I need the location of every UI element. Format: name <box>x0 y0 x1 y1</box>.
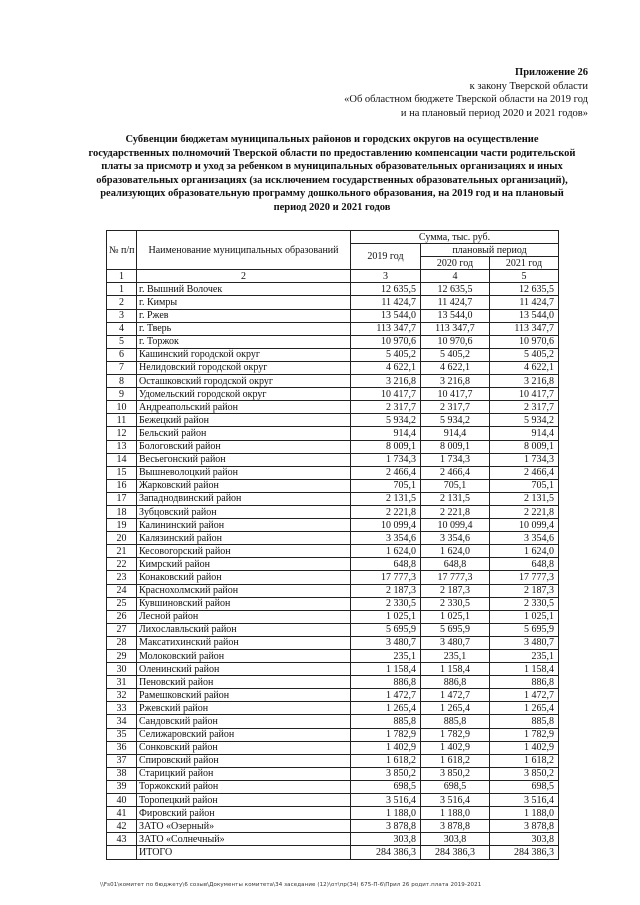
total-row <box>107 846 559 859</box>
value-2020: 914,4 <box>421 427 490 440</box>
municipality-name: Ржевский район <box>137 702 351 715</box>
value-2020: 2 317,7 <box>421 401 490 414</box>
row-number: 23 <box>107 571 137 584</box>
table-row <box>107 361 559 374</box>
municipality-name: Краснохолмский район <box>137 584 351 597</box>
value-2020: 10 970,6 <box>421 335 490 348</box>
value-2021: 10 417,7 <box>490 388 559 401</box>
value-2019: 10 099,4 <box>351 519 421 532</box>
municipality-name: Осташковский городской округ <box>137 375 351 388</box>
value-2021: 1 782,9 <box>490 728 559 741</box>
value-2019: 3 516,4 <box>351 794 421 807</box>
row-number: 32 <box>107 689 137 702</box>
value-2021: 3 878,8 <box>490 820 559 833</box>
table-row <box>107 466 559 479</box>
value-2019: 698,5 <box>351 780 421 793</box>
row-number: 34 <box>107 715 137 728</box>
value-2020: 1 624,0 <box>421 545 490 558</box>
value-2021: 705,1 <box>490 479 559 492</box>
value-2020: 12 635,5 <box>421 283 490 296</box>
value-2021: 1 472,7 <box>490 689 559 702</box>
row-number: 24 <box>107 584 137 597</box>
value-2020: 3 878,8 <box>421 820 490 833</box>
table-row <box>107 767 559 780</box>
value-2021: 698,5 <box>490 780 559 793</box>
table-row <box>107 820 559 833</box>
value-2019: 11 424,7 <box>351 296 421 309</box>
table-row <box>107 283 559 296</box>
value-2019: 1 782,9 <box>351 728 421 741</box>
table-row <box>107 623 559 636</box>
table-row <box>107 440 559 453</box>
row-number: 40 <box>107 794 137 807</box>
row-number: 5 <box>107 335 137 348</box>
header-num: № п/п <box>107 231 137 270</box>
value-2020: 2 187,3 <box>421 584 490 597</box>
row-number: 20 <box>107 532 137 545</box>
value-2021: 1 025,1 <box>490 610 559 623</box>
municipality-name: Селижаровский район <box>137 728 351 741</box>
row-number: 15 <box>107 466 137 479</box>
table-row <box>107 335 559 348</box>
value-2021: 13 544,0 <box>490 309 559 322</box>
value-2019: 303,8 <box>351 833 421 846</box>
value-2021: 17 777,3 <box>490 571 559 584</box>
municipality-name: Вышневолоцкий район <box>137 466 351 479</box>
municipality-name: г. Тверь <box>137 322 351 335</box>
value-2021: 1 734,3 <box>490 453 559 466</box>
value-2020: 5 695,9 <box>421 623 490 636</box>
value-2021: 303,8 <box>490 833 559 846</box>
row-number: 8 <box>107 375 137 388</box>
value-2020: 5 934,2 <box>421 414 490 427</box>
value-2019: 4 622,1 <box>351 361 421 374</box>
row-number: 18 <box>107 505 137 518</box>
value-2020: 1 158,4 <box>421 663 490 676</box>
table-row <box>107 597 559 610</box>
municipality-name: Кашинский городской округ <box>137 348 351 361</box>
value-2021: 4 622,1 <box>490 361 559 374</box>
row-number: 19 <box>107 519 137 532</box>
row-number: 14 <box>107 453 137 466</box>
row-number: 38 <box>107 767 137 780</box>
value-2019: 648,8 <box>351 558 421 571</box>
row-number: 3 <box>107 309 137 322</box>
value-2021: 1 402,9 <box>490 741 559 754</box>
table-row <box>107 532 559 545</box>
value-2021: 3 216,8 <box>490 375 559 388</box>
value-2021: 235,1 <box>490 650 559 663</box>
value-2020: 3 354,6 <box>421 532 490 545</box>
table-row <box>107 492 559 505</box>
table-row <box>107 780 559 793</box>
value-2020: 1 782,9 <box>421 728 490 741</box>
column-number-cell: 5 <box>490 270 559 283</box>
value-2020: 1 402,9 <box>421 741 490 754</box>
row-number: 7 <box>107 361 137 374</box>
municipality-name: Фировский район <box>137 807 351 820</box>
table-row <box>107 584 559 597</box>
municipality-name: Калининский район <box>137 519 351 532</box>
row-number: 31 <box>107 676 137 689</box>
table-row <box>107 754 559 767</box>
table-row <box>107 309 559 322</box>
row-number: 25 <box>107 597 137 610</box>
table-row <box>107 650 559 663</box>
table-row <box>107 636 559 649</box>
value-2020: 3 480,7 <box>421 636 490 649</box>
municipality-name: Жарковский район <box>137 479 351 492</box>
municipality-name: ЗАТО «Солнечный» <box>137 833 351 846</box>
row-number: 6 <box>107 348 137 361</box>
value-2021: 1 188,0 <box>490 807 559 820</box>
table-row <box>107 741 559 754</box>
value-2019: 1 402,9 <box>351 741 421 754</box>
value-2019: 885,8 <box>351 715 421 728</box>
column-number-cell: 2 <box>137 270 351 283</box>
footer-file-path: \\Fs01\комитет по бюджету\6 созыв\Документы комитета\34 заседание (12)\от\пр(34) 675-П-6\Прил 26 родит.плата 2019-2021 <box>100 882 482 888</box>
value-2019: 2 330,5 <box>351 597 421 610</box>
value-2019: 17 777,3 <box>351 571 421 584</box>
value-2020: 1 734,3 <box>421 453 490 466</box>
value-2019: 113 347,7 <box>351 322 421 335</box>
table-row <box>107 388 559 401</box>
row-number: 2 <box>107 296 137 309</box>
table-row <box>107 728 559 741</box>
header-sum: Сумма, тыс. руб. <box>351 231 559 244</box>
value-2021: 1 618,2 <box>490 754 559 767</box>
value-2020: 705,1 <box>421 479 490 492</box>
value-2020: 235,1 <box>421 650 490 663</box>
value-2021: 5 405,2 <box>490 348 559 361</box>
row-number: 30 <box>107 663 137 676</box>
value-2019: 705,1 <box>351 479 421 492</box>
row-number: 4 <box>107 322 137 335</box>
column-number-cell: 3 <box>351 270 421 283</box>
value-2021: 11 424,7 <box>490 296 559 309</box>
value-2020: 10 417,7 <box>421 388 490 401</box>
value-2021: 885,8 <box>490 715 559 728</box>
value-2020: 698,5 <box>421 780 490 793</box>
value-2019: 3 878,8 <box>351 820 421 833</box>
value-2020: 2 330,5 <box>421 597 490 610</box>
value-2019: 914,4 <box>351 427 421 440</box>
table-row <box>107 610 559 623</box>
value-2020: 3 516,4 <box>421 794 490 807</box>
value-2019: 3 216,8 <box>351 375 421 388</box>
table-row <box>107 545 559 558</box>
row-number: 11 <box>107 414 137 427</box>
row-number: 12 <box>107 427 137 440</box>
value-2021: 886,8 <box>490 676 559 689</box>
appendix-header <box>344 66 588 120</box>
value-2021: 2 131,5 <box>490 492 559 505</box>
table-row <box>107 833 559 846</box>
row-number: 28 <box>107 636 137 649</box>
value-2020: 1 265,4 <box>421 702 490 715</box>
value-2019: 8 009,1 <box>351 440 421 453</box>
value-2019: 2 317,7 <box>351 401 421 414</box>
municipality-name: Оленинский район <box>137 663 351 676</box>
value-2021: 648,8 <box>490 558 559 571</box>
value-2021: 3 354,6 <box>490 532 559 545</box>
value-2020: 113 347,7 <box>421 322 490 335</box>
table-row <box>107 663 559 676</box>
municipality-name: Западнодвинский район <box>137 492 351 505</box>
value-2019: 1 188,0 <box>351 807 421 820</box>
municipality-name: Торжокский район <box>137 780 351 793</box>
header-2021: 2021 год <box>490 257 559 270</box>
appendix-line-3: и на плановый период 2020 и 2021 годов» <box>400 107 588 119</box>
municipality-name: ИТОГО <box>137 846 351 859</box>
row-number: 22 <box>107 558 137 571</box>
value-2019: 1 265,4 <box>351 702 421 715</box>
row-number <box>107 846 137 859</box>
row-number: 10 <box>107 401 137 414</box>
value-2020: 284 386,3 <box>421 846 490 859</box>
value-2019: 235,1 <box>351 650 421 663</box>
value-2021: 3 850,2 <box>490 767 559 780</box>
municipality-name: Весьегонский район <box>137 453 351 466</box>
value-2020: 3 216,8 <box>421 375 490 388</box>
row-number: 16 <box>107 479 137 492</box>
value-2019: 5 695,9 <box>351 623 421 636</box>
row-number: 39 <box>107 780 137 793</box>
value-2019: 1 158,4 <box>351 663 421 676</box>
header-2020: 2020 год <box>421 257 490 270</box>
value-2020: 1 025,1 <box>421 610 490 623</box>
value-2019: 2 466,4 <box>351 466 421 479</box>
appendix-line-1: к закону Тверской области <box>469 80 588 92</box>
municipality-name: Бологовский район <box>137 440 351 453</box>
value-2020: 303,8 <box>421 833 490 846</box>
value-2021: 2 330,5 <box>490 597 559 610</box>
value-2021: 10 099,4 <box>490 519 559 532</box>
value-2020: 8 009,1 <box>421 440 490 453</box>
table-row <box>107 519 559 532</box>
table-row <box>107 296 559 309</box>
value-2020: 10 099,4 <box>421 519 490 532</box>
municipality-name: Бежецкий район <box>137 414 351 427</box>
value-2019: 3 850,2 <box>351 767 421 780</box>
row-number: 37 <box>107 754 137 767</box>
row-number: 1 <box>107 283 137 296</box>
municipality-name: Пеновский район <box>137 676 351 689</box>
value-2021: 1 265,4 <box>490 702 559 715</box>
value-2020: 3 850,2 <box>421 767 490 780</box>
table-row <box>107 348 559 361</box>
municipality-name: Максатихинский район <box>137 636 351 649</box>
table-row <box>107 505 559 518</box>
municipality-name: Лесной район <box>137 610 351 623</box>
municipality-name: Кесовогорский район <box>137 545 351 558</box>
value-2020: 17 777,3 <box>421 571 490 584</box>
municipality-name: Зубцовский район <box>137 505 351 518</box>
value-2019: 10 417,7 <box>351 388 421 401</box>
municipality-name: г. Кимры <box>137 296 351 309</box>
municipality-name: Спировский район <box>137 754 351 767</box>
value-2021: 914,4 <box>490 427 559 440</box>
value-2020: 2 466,4 <box>421 466 490 479</box>
row-number: 26 <box>107 610 137 623</box>
table-row <box>107 479 559 492</box>
value-2019: 5 405,2 <box>351 348 421 361</box>
municipality-name: г. Ржев <box>137 309 351 322</box>
table-row <box>107 689 559 702</box>
value-2020: 1 472,7 <box>421 689 490 702</box>
municipality-name: Андреапольский район <box>137 401 351 414</box>
value-2019: 1 618,2 <box>351 754 421 767</box>
table-row <box>107 375 559 388</box>
value-2019: 12 635,5 <box>351 283 421 296</box>
value-2021: 2 221,8 <box>490 505 559 518</box>
value-2021: 12 635,5 <box>490 283 559 296</box>
municipality-name: Рамешковский район <box>137 689 351 702</box>
value-2019: 886,8 <box>351 676 421 689</box>
value-2019: 3 480,7 <box>351 636 421 649</box>
value-2020: 2 221,8 <box>421 505 490 518</box>
table-row <box>107 676 559 689</box>
municipality-name: Бельский район <box>137 427 351 440</box>
table-row <box>107 427 559 440</box>
value-2019: 2 187,3 <box>351 584 421 597</box>
value-2020: 2 131,5 <box>421 492 490 505</box>
value-2019: 2 131,5 <box>351 492 421 505</box>
row-number: 29 <box>107 650 137 663</box>
municipality-name: г. Торжок <box>137 335 351 348</box>
value-2020: 5 405,2 <box>421 348 490 361</box>
row-number: 42 <box>107 820 137 833</box>
table-row <box>107 715 559 728</box>
table-row <box>107 401 559 414</box>
row-number: 41 <box>107 807 137 820</box>
value-2020: 886,8 <box>421 676 490 689</box>
municipality-name: Сонковский район <box>137 741 351 754</box>
value-2019: 1 624,0 <box>351 545 421 558</box>
municipality-name: Удомельский городской округ <box>137 388 351 401</box>
municipality-name: Нелидовский городской округ <box>137 361 351 374</box>
value-2019: 13 544,0 <box>351 309 421 322</box>
municipality-name: Торопецкий район <box>137 794 351 807</box>
value-2019: 1 472,7 <box>351 689 421 702</box>
value-2019: 1 025,1 <box>351 610 421 623</box>
row-number: 43 <box>107 833 137 846</box>
value-2019: 3 354,6 <box>351 532 421 545</box>
row-number: 27 <box>107 623 137 636</box>
document-title: Субвенции бюджетам муниципальных районов и городских округов на осуществление государственных полномочий Тверской области по предоставлению компенсации части родительской платы за присмотр и уход за ребенком в муниципальных образовательных организациях и иных образовательных организациях (за исключением государственных образовательных организаций), реализующих образовательную программу дошкольного образования, на 2019 год и на плановый период 2020 и 2021 годов <box>88 134 576 213</box>
table-row <box>107 453 559 466</box>
municipality-name: Калязинский район <box>137 532 351 545</box>
value-2021: 5 934,2 <box>490 414 559 427</box>
municipality-name: ЗАТО «Озерный» <box>137 820 351 833</box>
row-number: 13 <box>107 440 137 453</box>
table-row <box>107 794 559 807</box>
municipality-name: г. Вышний Волочек <box>137 283 351 296</box>
subsidies-table <box>106 230 559 860</box>
table-row <box>107 558 559 571</box>
value-2020: 885,8 <box>421 715 490 728</box>
row-number: 35 <box>107 728 137 741</box>
value-2020: 13 544,0 <box>421 309 490 322</box>
row-number: 17 <box>107 492 137 505</box>
row-number: 36 <box>107 741 137 754</box>
row-number: 33 <box>107 702 137 715</box>
value-2019: 2 221,8 <box>351 505 421 518</box>
municipality-name: Лихославльский район <box>137 623 351 636</box>
value-2021: 2 466,4 <box>490 466 559 479</box>
value-2020: 648,8 <box>421 558 490 571</box>
municipality-name: Старицкий район <box>137 767 351 780</box>
row-number: 9 <box>107 388 137 401</box>
value-2020: 1 188,0 <box>421 807 490 820</box>
value-2021: 5 695,9 <box>490 623 559 636</box>
value-2021: 8 009,1 <box>490 440 559 453</box>
table-header <box>107 231 559 283</box>
value-2019: 1 734,3 <box>351 453 421 466</box>
table-row <box>107 571 559 584</box>
value-2020: 11 424,7 <box>421 296 490 309</box>
table-row <box>107 807 559 820</box>
table-row <box>107 702 559 715</box>
header-2019: 2019 год <box>351 244 421 270</box>
municipality-name: Молоковский район <box>137 650 351 663</box>
value-2021: 284 386,3 <box>490 846 559 859</box>
appendix-line-2: «Об областном бюджете Тверской области на 2019 год <box>344 94 588 105</box>
value-2021: 113 347,7 <box>490 322 559 335</box>
value-2021: 3 516,4 <box>490 794 559 807</box>
table-row <box>107 414 559 427</box>
municipality-name: Конаковский район <box>137 571 351 584</box>
value-2021: 10 970,6 <box>490 335 559 348</box>
column-number-cell: 1 <box>107 270 137 283</box>
value-2019: 10 970,6 <box>351 335 421 348</box>
value-2021: 1 158,4 <box>490 663 559 676</box>
municipality-name: Сандовский район <box>137 715 351 728</box>
municipality-name: Кувшиновский район <box>137 597 351 610</box>
municipality-name: Кимрский район <box>137 558 351 571</box>
table-body <box>107 283 559 859</box>
value-2019: 284 386,3 <box>351 846 421 859</box>
value-2021: 2 187,3 <box>490 584 559 597</box>
table-row <box>107 322 559 335</box>
column-number-cell: 4 <box>421 270 490 283</box>
header-plan: плановый период <box>421 244 559 257</box>
row-number: 21 <box>107 545 137 558</box>
appendix-title: Приложение 26 <box>515 67 588 78</box>
value-2021: 1 624,0 <box>490 545 559 558</box>
value-2021: 3 480,7 <box>490 636 559 649</box>
value-2019: 5 934,2 <box>351 414 421 427</box>
column-number-row <box>107 270 559 283</box>
value-2020: 4 622,1 <box>421 361 490 374</box>
value-2020: 1 618,2 <box>421 754 490 767</box>
value-2021: 2 317,7 <box>490 401 559 414</box>
header-name: Наименование муниципальных образований <box>137 231 351 270</box>
